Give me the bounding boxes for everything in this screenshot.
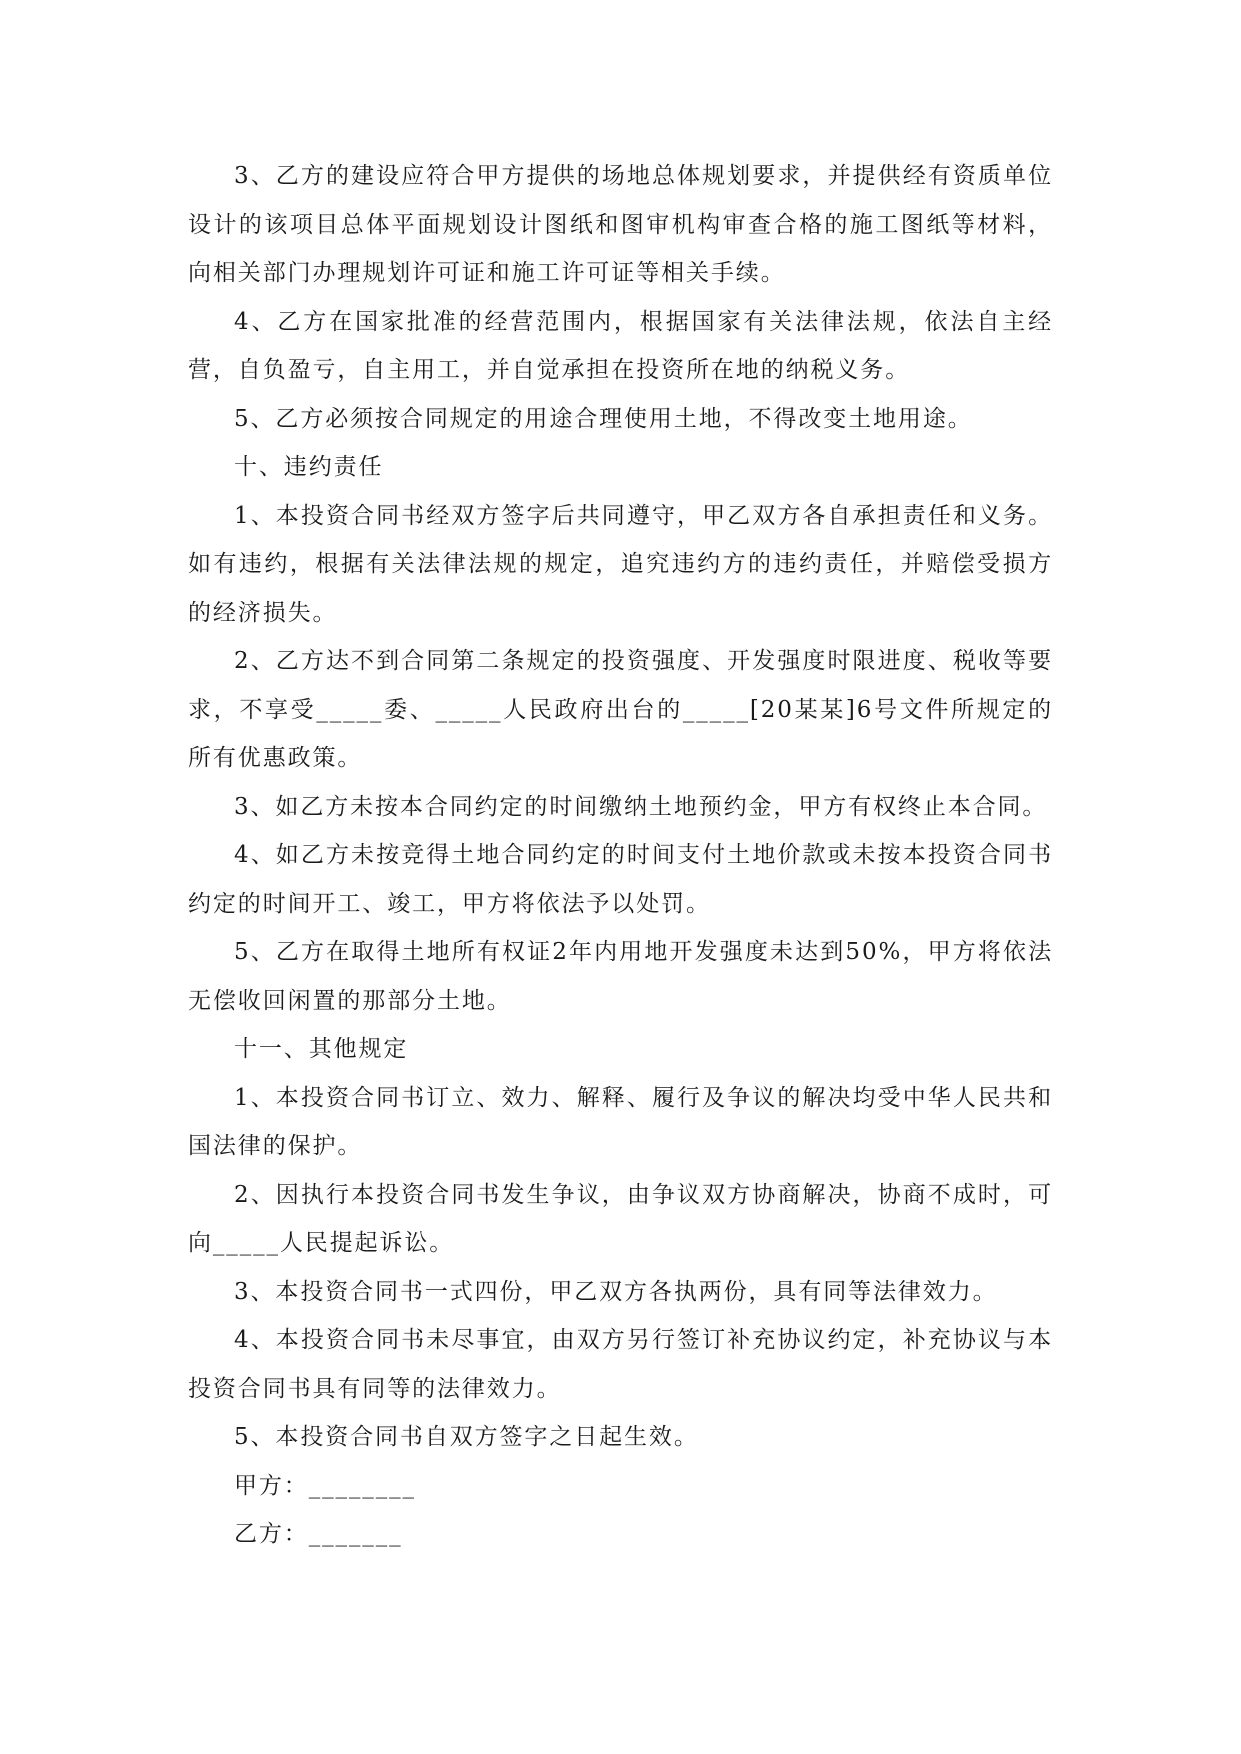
clause-9-3: 3、乙方的建设应符合甲方提供的场地总体规划要求，并提供经有资质单位设计的该项目总体平面规划设计图纸和图审机构审查合格的施工图纸等材料，向相关部门办理规划许可证和施工许可证等相关手续。 <box>188 163 1053 286</box>
clause-9-5: 5、乙方必须按合同规定的用途合理使用土地，不得改变土地用途。 <box>234 405 973 432</box>
section-heading-other: 十一、其他规定 <box>234 1036 409 1062</box>
clause-10-1: 1、本投资合同书经双方签字后共同遵守，甲乙双方各自承担责任和义务。如有违约，根据有关法律法规的规定，追究违约方的违约责任，并赔偿受损方的经济损失。 <box>188 502 1053 626</box>
clause-10-5: 5、乙方在取得土地所有权证2年内用地开发强度未达到50%，甲方将依法无偿收回闲置的那部分土地。 <box>188 939 1053 1014</box>
document-body <box>188 152 1053 1559</box>
clause-11-5: 5、本投资合同书自双方签字之日起生效。 <box>234 1424 699 1450</box>
clause-11-2: 2、因执行本投资合同书发生争议，由争议双方协商解决，协商不成时，可向_____人民提起诉讼。 <box>188 1181 1053 1256</box>
signature-party-a: 甲方：________ <box>234 1472 416 1499</box>
clause-11-3: 3、本投资合同书一式四份，甲乙双方各执两份，具有同等法律效力。 <box>234 1278 998 1305</box>
clause-10-2: 2、乙方达不到合同第二条规定的投资强度、开发强度时限进度、税收等要求，不享受_____委、_____人民政府出台的_____[20某某]6号文件所规定的所有优惠政策。 <box>188 648 1053 771</box>
clause-10-3: 3、如乙方未按本合同约定的时间缴纳土地预约金，甲方有权终止本合同。 <box>234 793 1048 820</box>
clause-9-4: 4、乙方在国家批准的经营范围内，根据国家有关法律法规，依法自主经营，自负盈亏，自主用工，并自觉承担在投资所在地的纳税义务。 <box>188 308 1053 383</box>
section-heading-liability: 十、违约责任 <box>234 454 384 480</box>
clause-11-1: 1、本投资合同书订立、效力、解释、履行及争议的解决均受中华人民共和国法律的保护。 <box>188 1084 1053 1159</box>
clause-11-4: 4、本投资合同书未尽事宜，由双方另行签订补充协议约定，补充协议与本投资合同书具有同等的法律效力。 <box>188 1327 1053 1402</box>
clause-10-4: 4、如乙方未按竞得土地合同约定的时间支付土地价款或未按本投资合同书约定的时间开工、竣工，甲方将依法予以处罚。 <box>188 842 1053 917</box>
signature-party-b: 乙方：_______ <box>234 1521 403 1547</box>
